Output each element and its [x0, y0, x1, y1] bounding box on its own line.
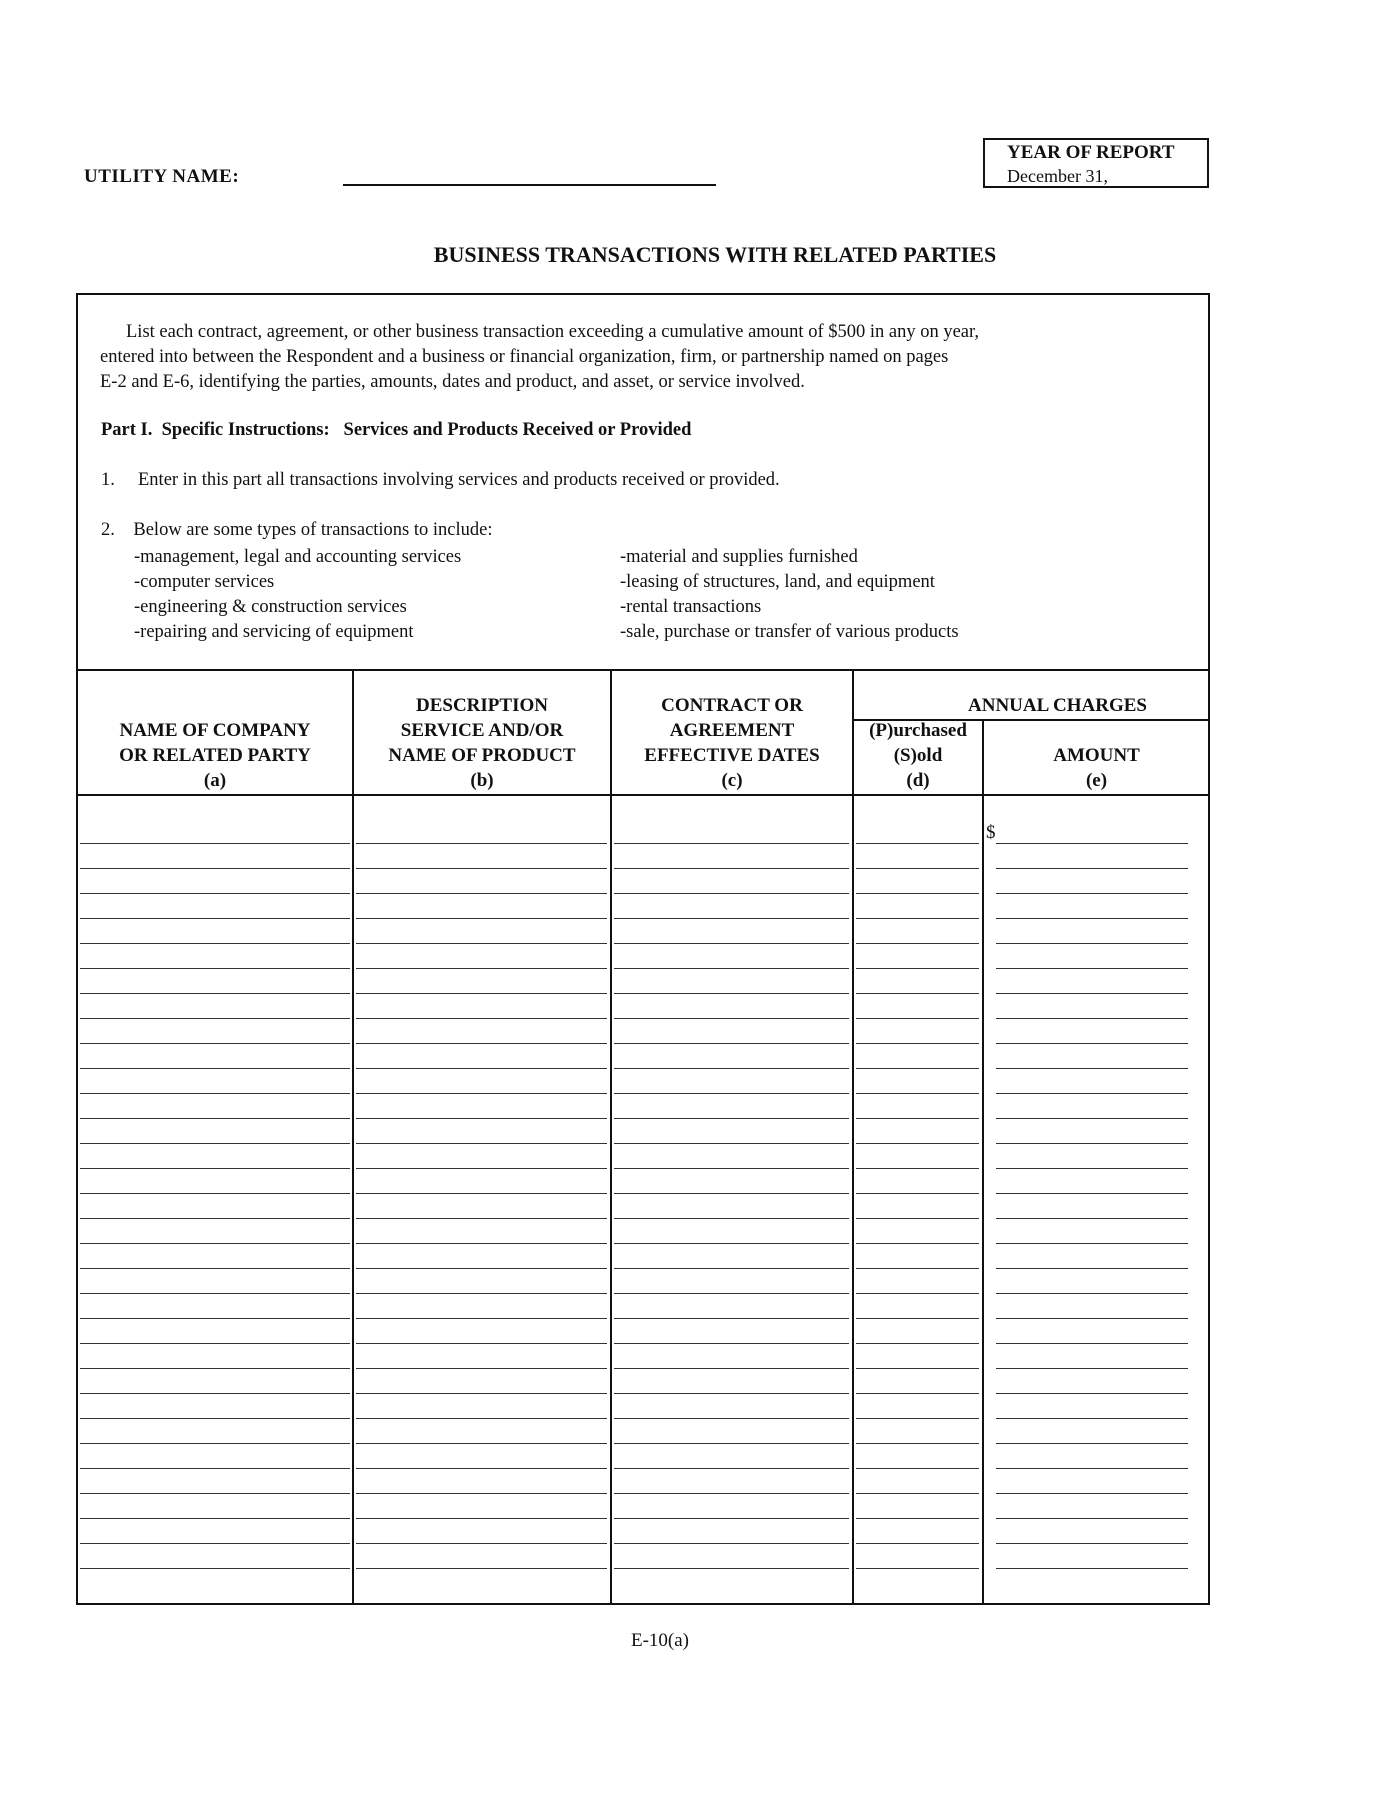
entry-line[interactable]: [856, 1018, 979, 1019]
entry-line[interactable]: [356, 943, 607, 944]
year-of-report-box: [983, 138, 1209, 188]
entry-line[interactable]: [856, 918, 979, 919]
utility-name-field[interactable]: [343, 184, 716, 186]
entry-line[interactable]: [614, 1293, 849, 1294]
entry-line[interactable]: [614, 1418, 849, 1419]
entry-line[interactable]: [80, 918, 350, 919]
entry-line[interactable]: [356, 993, 607, 994]
entry-line[interactable]: [856, 1343, 979, 1344]
entry-line[interactable]: [80, 1443, 350, 1444]
entry-line[interactable]: [614, 1443, 849, 1444]
transaction-type: -sale, purchase or transfer of various products: [620, 622, 959, 642]
entry-line[interactable]: [856, 893, 979, 894]
entry-line[interactable]: [996, 1518, 1188, 1519]
column-header-c: [612, 693, 852, 793]
column-header-e-letter: (e): [1085, 770, 1108, 791]
column-header-a-line: NAME OF COMPANY: [119, 720, 311, 741]
entry-line[interactable]: [356, 1268, 607, 1269]
entry-line[interactable]: [996, 918, 1188, 919]
entry-line[interactable]: [80, 1243, 350, 1244]
entry-line[interactable]: [80, 843, 350, 844]
transaction-types-right: [620, 545, 959, 645]
entry-line[interactable]: [614, 1468, 849, 1469]
entry-line[interactable]: [856, 1568, 979, 1569]
instruction-item-1: 1. Enter in this part all transactions involving services and products received or provided.: [101, 470, 780, 490]
entry-line[interactable]: [80, 893, 350, 894]
entry-line[interactable]: [856, 1493, 979, 1494]
utility-name-label: UTILITY NAME:: [84, 166, 240, 187]
entry-line[interactable]: [856, 1368, 979, 1369]
entry-line[interactable]: [80, 943, 350, 944]
transaction-type: -engineering & construction services: [134, 597, 407, 617]
entry-line[interactable]: [856, 1293, 979, 1294]
entry-line[interactable]: [356, 1443, 607, 1444]
entry-line[interactable]: [356, 1293, 607, 1294]
entry-line[interactable]: [996, 1293, 1188, 1294]
entry-line[interactable]: [996, 1018, 1188, 1019]
entry-line[interactable]: [356, 1043, 607, 1044]
column-header-b-line: SERVICE AND/OR: [400, 720, 564, 741]
entry-line[interactable]: [614, 1243, 849, 1244]
entry-line[interactable]: [614, 1518, 849, 1519]
entry-line[interactable]: [856, 1043, 979, 1044]
entry-line[interactable]: [856, 968, 979, 969]
dollar-sign: $: [986, 822, 996, 843]
entry-line[interactable]: [996, 843, 1188, 844]
column-header-d-line: (S)old: [893, 745, 943, 766]
entry-line[interactable]: [996, 968, 1188, 969]
entry-line[interactable]: [80, 1143, 350, 1144]
entry-line[interactable]: [856, 1243, 979, 1244]
entry-line[interactable]: [80, 993, 350, 994]
entry-line[interactable]: [356, 1393, 607, 1394]
entry-line[interactable]: [356, 893, 607, 894]
entry-line[interactable]: [614, 1168, 849, 1169]
page-title: BUSINESS TRANSACTIONS WITH RELATED PARTIES: [433, 242, 997, 267]
entry-line[interactable]: [614, 1068, 849, 1069]
transaction-type: -management, legal and accounting services: [134, 547, 462, 567]
entry-line[interactable]: [80, 1318, 350, 1319]
entry-line[interactable]: [356, 1218, 607, 1219]
entry-line[interactable]: [80, 1368, 350, 1369]
entry-line[interactable]: [856, 1418, 979, 1419]
column-divider-de: [982, 719, 984, 1604]
entry-line[interactable]: [356, 868, 607, 869]
entry-line[interactable]: [614, 1093, 849, 1094]
entry-line[interactable]: [356, 1168, 607, 1169]
entry-line[interactable]: [996, 1168, 1188, 1169]
entry-line[interactable]: [856, 1318, 979, 1319]
entry-line[interactable]: [80, 1093, 350, 1094]
entry-line[interactable]: [996, 1118, 1188, 1119]
entry-line[interactable]: [856, 993, 979, 994]
entry-line[interactable]: [996, 1343, 1188, 1344]
entry-line[interactable]: [356, 1193, 607, 1194]
entry-line[interactable]: [856, 1393, 979, 1394]
entry-line[interactable]: [614, 1218, 849, 1219]
entry-line[interactable]: [614, 1118, 849, 1119]
entry-line[interactable]: [80, 1343, 350, 1344]
entry-line[interactable]: [996, 893, 1188, 894]
entry-line[interactable]: [80, 968, 350, 969]
entry-line[interactable]: [614, 843, 849, 844]
entry-line[interactable]: [614, 1043, 849, 1044]
entry-line[interactable]: [356, 1368, 607, 1369]
column-header-e: [984, 743, 1209, 793]
entry-line[interactable]: [614, 943, 849, 944]
column-divider-cd: [852, 669, 854, 1604]
column-header-d-line: (P)urchased: [869, 720, 967, 741]
transaction-type: -computer services: [134, 572, 275, 592]
transaction-type: -leasing of structures, land, and equipment: [620, 572, 935, 592]
entry-line[interactable]: [856, 1268, 979, 1269]
entry-line[interactable]: [996, 1268, 1188, 1269]
entry-line[interactable]: [856, 1518, 979, 1519]
entry-line[interactable]: [80, 1018, 350, 1019]
entry-line[interactable]: [996, 1418, 1188, 1419]
entry-line[interactable]: [80, 1543, 350, 1544]
entry-line[interactable]: [80, 1168, 350, 1169]
column-header-a: [78, 718, 352, 793]
entry-line[interactable]: [356, 1343, 607, 1344]
entry-line[interactable]: [356, 1018, 607, 1019]
entry-line[interactable]: [996, 1318, 1188, 1319]
entry-line[interactable]: [80, 1118, 350, 1119]
entry-line[interactable]: [356, 1068, 607, 1069]
column-header-a-letter: (a): [203, 770, 227, 791]
entry-line[interactable]: [996, 993, 1188, 994]
entry-line[interactable]: [856, 1468, 979, 1469]
entry-line[interactable]: [996, 1043, 1188, 1044]
entry-line[interactable]: [996, 1093, 1188, 1094]
entry-line[interactable]: [356, 1118, 607, 1119]
entry-line[interactable]: [356, 1418, 607, 1419]
column-header-a-line: OR RELATED PARTY: [119, 745, 311, 766]
entry-line[interactable]: [356, 1468, 607, 1469]
page-number: E-10(a): [630, 1630, 690, 1651]
entry-line[interactable]: [614, 1493, 849, 1494]
entry-line[interactable]: [614, 1368, 849, 1369]
intro-paragraph: [100, 320, 1160, 395]
entry-line[interactable]: [356, 1543, 607, 1544]
transaction-type: -repairing and servicing of equipment: [134, 622, 414, 642]
entry-line[interactable]: [80, 868, 350, 869]
column-header-c-line: CONTRACT OR: [661, 695, 803, 716]
column-header-b-line: DESCRIPTION: [416, 695, 548, 716]
entry-line[interactable]: [80, 1393, 350, 1394]
column-divider-ab: [352, 669, 354, 1604]
column-header-d-letter: (d): [906, 770, 930, 791]
entry-line[interactable]: [856, 1118, 979, 1119]
entry-line[interactable]: [996, 1543, 1188, 1544]
entry-line[interactable]: [856, 843, 979, 844]
column-divider-bc: [610, 669, 612, 1604]
entry-line[interactable]: [614, 1193, 849, 1194]
entry-line[interactable]: [856, 868, 979, 869]
year-of-report-label: YEAR OF REPORT: [1007, 142, 1175, 163]
entry-line[interactable]: [614, 868, 849, 869]
entry-line[interactable]: [856, 1068, 979, 1069]
intro-line: E-2 and E-6, identifying the parties, amounts, dates and product, and asset, or service involved.: [100, 372, 805, 392]
entry-line[interactable]: [356, 843, 607, 844]
entry-line[interactable]: [356, 1093, 607, 1094]
column-header-b-letter: (b): [470, 770, 494, 791]
entry-line[interactable]: [996, 868, 1188, 869]
entry-line[interactable]: [996, 1568, 1188, 1569]
entry-line[interactable]: [856, 1093, 979, 1094]
part-heading: Part I. Specific Instructions: Services and Products Received or Provided: [101, 420, 692, 440]
transaction-types-left: [134, 545, 461, 645]
entry-line[interactable]: [996, 1468, 1188, 1469]
entry-line[interactable]: [614, 993, 849, 994]
entry-line[interactable]: [856, 1543, 979, 1544]
entry-line[interactable]: [80, 1518, 350, 1519]
entry-line[interactable]: [356, 1318, 607, 1319]
entry-line[interactable]: [996, 943, 1188, 944]
entry-line[interactable]: [614, 1393, 849, 1394]
transaction-type: -material and supplies furnished: [620, 547, 858, 567]
column-header-d: [854, 718, 982, 793]
entry-line[interactable]: [80, 1468, 350, 1469]
entry-line[interactable]: [614, 893, 849, 894]
column-header-c-line: EFFECTIVE DATES: [644, 745, 820, 766]
entry-line[interactable]: [996, 1368, 1188, 1369]
entry-line[interactable]: [996, 1143, 1188, 1144]
entry-line[interactable]: [614, 1568, 849, 1569]
entry-line[interactable]: [996, 1068, 1188, 1069]
column-header-e-line: AMOUNT: [1053, 745, 1140, 766]
entry-line[interactable]: [356, 1143, 607, 1144]
entry-line[interactable]: [80, 1068, 350, 1069]
entry-line[interactable]: [614, 968, 849, 969]
entry-line[interactable]: [80, 1418, 350, 1419]
entry-line[interactable]: [996, 1443, 1188, 1444]
entry-line[interactable]: [856, 1443, 979, 1444]
entry-line[interactable]: [80, 1218, 350, 1219]
entry-line[interactable]: [614, 918, 849, 919]
entry-line[interactable]: [856, 1168, 979, 1169]
annual-charges-header: ANNUAL CHARGES: [968, 695, 1147, 716]
entry-line[interactable]: [996, 1493, 1188, 1494]
entry-line[interactable]: [614, 1018, 849, 1019]
entry-line[interactable]: [996, 1193, 1188, 1194]
entry-line[interactable]: [614, 1268, 849, 1269]
entry-line[interactable]: [80, 1493, 350, 1494]
entry-line[interactable]: [856, 1218, 979, 1219]
entry-line[interactable]: [856, 943, 979, 944]
entry-line[interactable]: [856, 1143, 979, 1144]
entry-line[interactable]: [614, 1343, 849, 1344]
entry-line[interactable]: [856, 1193, 979, 1194]
column-header-c-letter: (c): [721, 770, 743, 791]
entry-line[interactable]: [80, 1268, 350, 1269]
year-of-report-date: December 31,: [1007, 166, 1108, 186]
entry-line[interactable]: [614, 1318, 849, 1319]
table-top-rule: [77, 669, 1209, 671]
entry-line[interactable]: [80, 1293, 350, 1294]
entry-line[interactable]: [996, 1243, 1188, 1244]
entry-line[interactable]: [80, 1568, 350, 1569]
column-header-b: [354, 693, 610, 793]
table-header-bottom-rule: [77, 794, 1209, 796]
instruction-item-2: 2. Below are some types of transactions to include:: [101, 520, 493, 540]
intro-line: entered into between the Respondent and a business or financial organization, firm, or partnership named on pages: [100, 347, 949, 367]
entry-line[interactable]: [614, 1543, 849, 1544]
column-header-b-line: NAME OF PRODUCT: [388, 745, 576, 766]
entry-line[interactable]: [356, 1493, 607, 1494]
entry-line[interactable]: [80, 1193, 350, 1194]
intro-line: List each contract, agreement, or other business transaction exceeding a cumulative amount of $500 in any on year,: [126, 322, 980, 342]
entry-line[interactable]: [996, 1218, 1188, 1219]
entry-line[interactable]: [614, 1143, 849, 1144]
entry-line[interactable]: [80, 1043, 350, 1044]
transaction-type: -rental transactions: [620, 597, 762, 617]
entry-line[interactable]: [356, 1568, 607, 1569]
entry-line[interactable]: [356, 968, 607, 969]
entry-line[interactable]: [356, 918, 607, 919]
entry-line[interactable]: [356, 1518, 607, 1519]
column-header-c-line: AGREEMENT: [669, 720, 795, 741]
entry-line[interactable]: [996, 1393, 1188, 1394]
entry-line[interactable]: [356, 1243, 607, 1244]
